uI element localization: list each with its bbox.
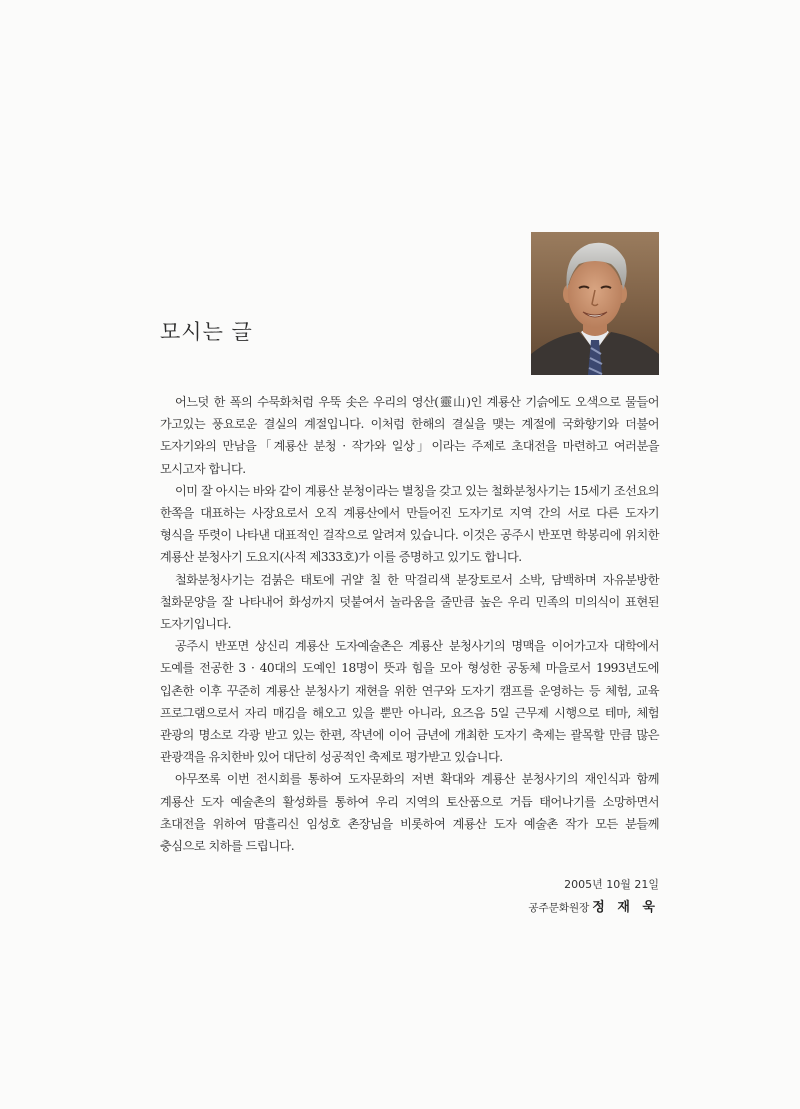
letter-title: 모시는 글 (160, 320, 253, 344)
letter-paragraph: 공주시 반포면 상신리 계룡산 도자예술촌은 계룡산 분청사기의 명맥을 이어가고자 대학에서 도예를 전공한 3 · 40대의 도예인 18명이 뜻과 힘을 모아 형성한 공동체 마을로서 1993년도에 입촌한 이후 꾸준히 계룡산 분청사기 재현을 위한 연구와 도자기 캠프를 운영하는 등 체험, 교육 프로그램으로서 자리 매김을 해오고 있을 뿐만 아니라, 요즈음 5일 근무제 시행으로 테마, 체험 관광의 명소로 각광 받고 있는 한편, 작년에 이어 금년에 개최한 도자기 축제는 괄목할 만큼 많은 관광객을 유치한바 있어 대단히 성공적인 축제로 평가받고 있습니다. (160, 639, 659, 765)
letter-paragraph: 철화분청사기는 검붉은 태토에 귀얄 칠 한 막걸리색 분장토로서 소박, 담백하며 자유분방한 철화문양을 잘 나타내어 화성까지 덧붙여서 놀라움을 줄만큼 높은 우리 민족의 미의식이 표현된 도자기입니다. (160, 572, 659, 632)
letter-date: 2005년 10월 21일 (564, 878, 659, 891)
letter-body (160, 391, 659, 857)
signature-block (528, 896, 659, 915)
signer-title: 공주문화원장 (528, 902, 590, 914)
letter-paragraph: 이미 잘 아시는 바와 같이 계룡산 분청이라는 별칭을 갖고 있는 철화분청사기는 15세기 조선요의 한쪽을 대표하는 사장요로서 오직 계룡산에서 만들어진 도자기로 지역 간의 서로 다른 도자기 형식을 뚜렷이 나타낸 대표적인 걸작으로 알려져 있습니다. 이것은 공주시 반포면 학봉리에 위치한 계룡산 분청사기 도요지(사적 제333호)가 이를 증명하고 있기도 합니다. (160, 483, 659, 565)
author-portrait-photo (531, 232, 659, 375)
signer-name: 정 재 욱 (592, 900, 659, 915)
letter-paragraph: 어느덧 한 폭의 수묵화처럼 우뚝 솟은 우리의 영산(靈山)인 계룡산 기슭에도 오색으로 물들어 가고있는 풍요로운 결실의 계절입니다. 이처럼 한해의 결실을 맺는 계절에 국화향기와 더불어 도자기와의 만남을「계룡산 분청 · 작가와 일상」이라는 주제로 초대전을 마련하고 여러분을 모시고자 합니다. (160, 395, 659, 476)
letter-paragraph: 아무쪼록 이번 전시회를 통하여 도자문화의 저변 확대와 계룡산 분청사기의 재인식과 함께 계룡산 도자 예술촌의 활성화를 통하여 우리 지역의 토산품으로 거듭 태어나기를 소망하면서 초대전을 위하여 땀흘리신 임성호 촌장님을 비롯하여 계룡산 도자 예술촌 작가 모든 분들께 충심으로 치하를 드립니다. (160, 772, 659, 854)
